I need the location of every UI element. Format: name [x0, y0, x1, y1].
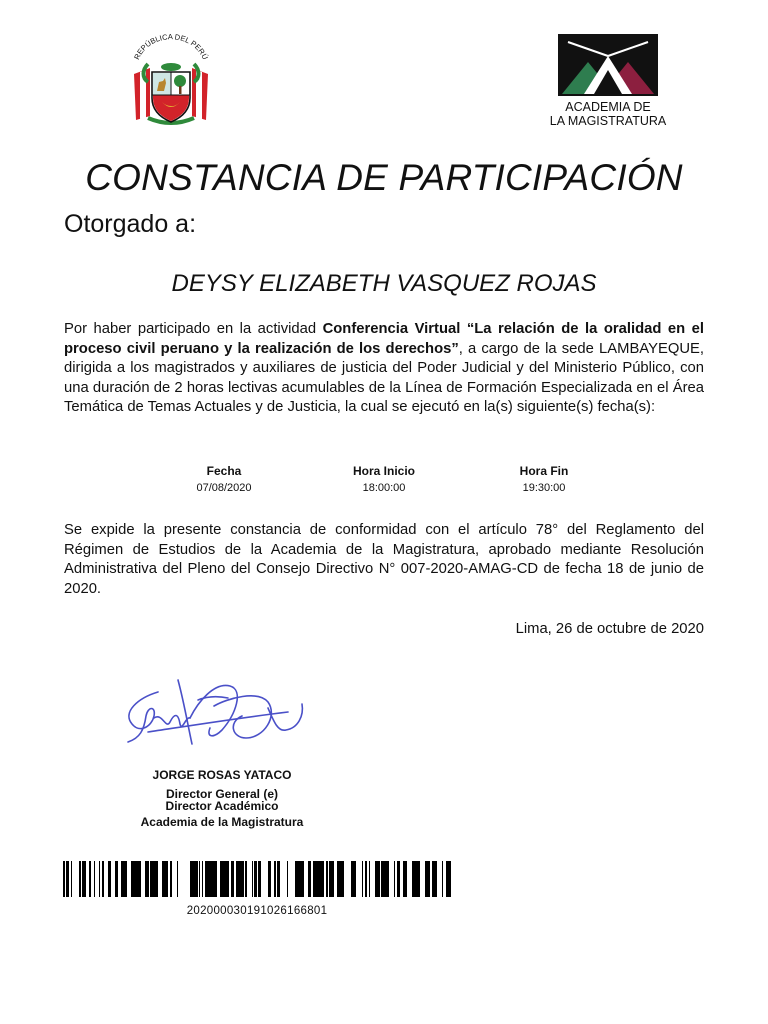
barcode-bar [207, 861, 209, 897]
schedule-header: Fecha [206, 464, 242, 478]
barcode-bar [308, 861, 309, 897]
barcode-bar [316, 861, 319, 897]
peru-coat-of-arms [128, 34, 214, 128]
barcode-bar [332, 861, 334, 897]
barcode-bar [155, 861, 157, 897]
handwritten-signature [118, 672, 318, 756]
barcode-bar [337, 861, 339, 897]
recipient-name: DEYSY ELIZABETH VASQUEZ ROJAS [171, 270, 597, 297]
barcode-bar [326, 861, 328, 897]
barcode-bar [405, 861, 407, 897]
barcode-bar [135, 861, 138, 897]
barcode-bar [397, 861, 400, 897]
signatory-role-2: Director Académico [165, 799, 279, 813]
barcode-bar [342, 861, 344, 897]
barcode-bar [268, 861, 271, 897]
barcode-bar [447, 861, 449, 897]
barcode-bar [429, 861, 430, 897]
barcode-bar [99, 861, 100, 897]
barcode-bar [222, 861, 225, 897]
barcode-bar [231, 861, 234, 897]
barcode-bar [277, 861, 278, 897]
barcode-number: 20200003019102616680​1 [186, 905, 328, 917]
barcode-bar [274, 861, 276, 897]
schedule-cell: 18:00:00 [362, 482, 406, 494]
barcode-bar [254, 861, 257, 897]
barcode-bar [220, 861, 222, 897]
barcode-bar [425, 861, 427, 897]
barcode-bar [195, 861, 198, 897]
certificate-title: CONSTANCIA DE PARTICIPACIÓN [85, 157, 683, 198]
barcode-bar [387, 861, 389, 897]
barcode-bar [63, 861, 65, 897]
barcode-bar [245, 861, 247, 897]
barcode-bar [239, 861, 241, 897]
schedule-cell: 07/08/2020 [196, 482, 252, 494]
barcode-bar [170, 861, 172, 897]
signatory-name: JORGE ROSAS YATACO [152, 768, 292, 782]
barcode-bar [191, 861, 193, 897]
barcode-bar [103, 861, 104, 897]
barcode-bar [227, 861, 229, 897]
barcode-bar [369, 861, 370, 897]
barcode-bar [298, 861, 299, 897]
barcode-bar [108, 861, 111, 897]
barcode-bar [295, 861, 298, 897]
barcode-bar [210, 861, 212, 897]
schedule-column-date [154, 464, 294, 495]
barcode-bar [138, 861, 141, 897]
barcode-bar [89, 861, 91, 897]
barcode-bar [432, 861, 435, 897]
coat-of-arms-icon [128, 34, 214, 128]
legal-basis-paragraph: Se expide la presente constancia de conformidad con el artículo 78° del Reglamento del Régimen de Estudios de la Academia de la Magistratura, aprobado mediante Resolución Administrativa del Pleno del Consejo Directivo N° 007-2020-AMAG-CD de fecha 18 de junio de 2020. [64, 522, 704, 597]
schedule-header: Hora Inicio [352, 464, 415, 478]
barcode-bar [339, 861, 342, 897]
barcode-bar [377, 861, 380, 897]
barcode-bar [362, 861, 363, 897]
barcode-bar [351, 861, 353, 897]
barcode-bar [353, 861, 356, 897]
barcode-bar [236, 861, 239, 897]
barcode-bar [82, 861, 85, 897]
barcode-bar [381, 861, 384, 897]
barcode-bar [165, 861, 167, 897]
barcode-bar [321, 861, 324, 897]
barcode-bar [252, 861, 253, 897]
barcode-bar [215, 861, 217, 897]
barcode-bar [375, 861, 377, 897]
barcode-bar [446, 861, 447, 897]
barcode-bar [319, 861, 320, 897]
barcode-bar [212, 861, 215, 897]
barcode-bar [299, 861, 302, 897]
barcode-bar [329, 861, 332, 897]
barcode-bar [427, 861, 429, 897]
barcode [63, 861, 451, 897]
barcode-bar [167, 861, 168, 897]
granted-label: Otorgado a: [64, 210, 197, 238]
schedule-column-start [314, 464, 454, 495]
barcode-bar [148, 861, 149, 897]
barcode-bar [309, 861, 311, 897]
barcode-bar [258, 861, 259, 897]
barcode-bar [199, 861, 200, 897]
schedule-cell: 19:30:00 [522, 482, 566, 494]
barcode-bar [287, 861, 288, 897]
amag-logo [558, 34, 658, 102]
barcode-bar [442, 861, 443, 897]
logo-caption-line2: LA MAGISTRATURA [549, 114, 667, 128]
barcode-bar [413, 861, 415, 897]
barcode-bar [259, 861, 260, 897]
barcode-bar [177, 861, 178, 897]
barcode-bar [365, 861, 367, 897]
barcode-bar [131, 861, 132, 897]
barcode-bar [435, 861, 436, 897]
paragraph-intro: Por haber participado en la actividad [64, 321, 323, 337]
barcode-bar [278, 861, 280, 897]
barcode-bar [313, 861, 316, 897]
barcode-bar [132, 861, 135, 897]
barcode-bar [449, 861, 450, 897]
signatory-role-1: Director General (e) [165, 787, 279, 801]
paragraph-details: , a cargo de la sede LAMBAYEQUE, dirigida a los magistrados y auxiliares de justicia del Poder Judicial y del Ministerio Público, con una duración de 2 horas lectivas acumulables de la Línea de Formación Especializada en el Área Temática de Temas Actuales y de Justicia, la cual se ejecutó en la(s) siguiente(s) fecha(s): [64, 340, 704, 415]
barcode-bar [152, 861, 153, 897]
barcode-bar [125, 861, 127, 897]
barcode-bar [153, 861, 155, 897]
barcode-bar [150, 861, 152, 897]
barcode-bar [241, 861, 244, 897]
participation-paragraph [64, 320, 704, 418]
barcode-bar [123, 861, 125, 897]
barcode-bar [205, 861, 207, 897]
barcode-bar [68, 861, 69, 897]
barcode-bar [94, 861, 95, 897]
signature-icon [118, 672, 318, 756]
barcode-bar [121, 861, 123, 897]
barcode-bar [85, 861, 86, 897]
schedule-column-end [474, 464, 614, 495]
barcode-bar [193, 861, 195, 897]
barcode-bar [436, 861, 437, 897]
barcode-bar [66, 861, 68, 897]
barcode-bar [384, 861, 387, 897]
amag-logo-caption [520, 100, 696, 128]
barcode-bar [415, 861, 418, 897]
barcode-bar [302, 861, 304, 897]
schedule-table [0, 464, 768, 504]
place-and-date: Lima, 26 de octubre de 2020 [515, 621, 704, 637]
barcode-bar [157, 861, 158, 897]
barcode-bar [320, 861, 321, 897]
barcode-bar [162, 861, 165, 897]
activity-name: Conferencia Virtual “La relación de la oralidad en el proceso civil peruano y la realización de los derechos” [64, 321, 704, 357]
barcode-bar [115, 861, 118, 897]
barcode-bar [209, 861, 210, 897]
amag-logo-icon [558, 34, 658, 102]
barcode-bar [71, 861, 72, 897]
barcode-bar [260, 861, 261, 897]
barcode-bar [202, 861, 203, 897]
barcode-bar [79, 861, 81, 897]
barcode-bar [412, 861, 413, 897]
schedule-header: Hora Fin [519, 464, 569, 478]
barcode-bar [418, 861, 420, 897]
barcode-bar [394, 861, 395, 897]
signatory-institution: Academia de la Magistratura [140, 815, 304, 829]
barcode-bar [145, 861, 148, 897]
barcode-bar [102, 861, 103, 897]
seal-lettering: REPÚBLICA DEL PERÚ [132, 34, 210, 61]
barcode-bar [225, 861, 227, 897]
barcode-bar [450, 861, 451, 897]
barcode-bar [403, 861, 405, 897]
logo-caption-line1: ACADEMIA DE [565, 100, 651, 114]
barcode-bar [190, 861, 191, 897]
